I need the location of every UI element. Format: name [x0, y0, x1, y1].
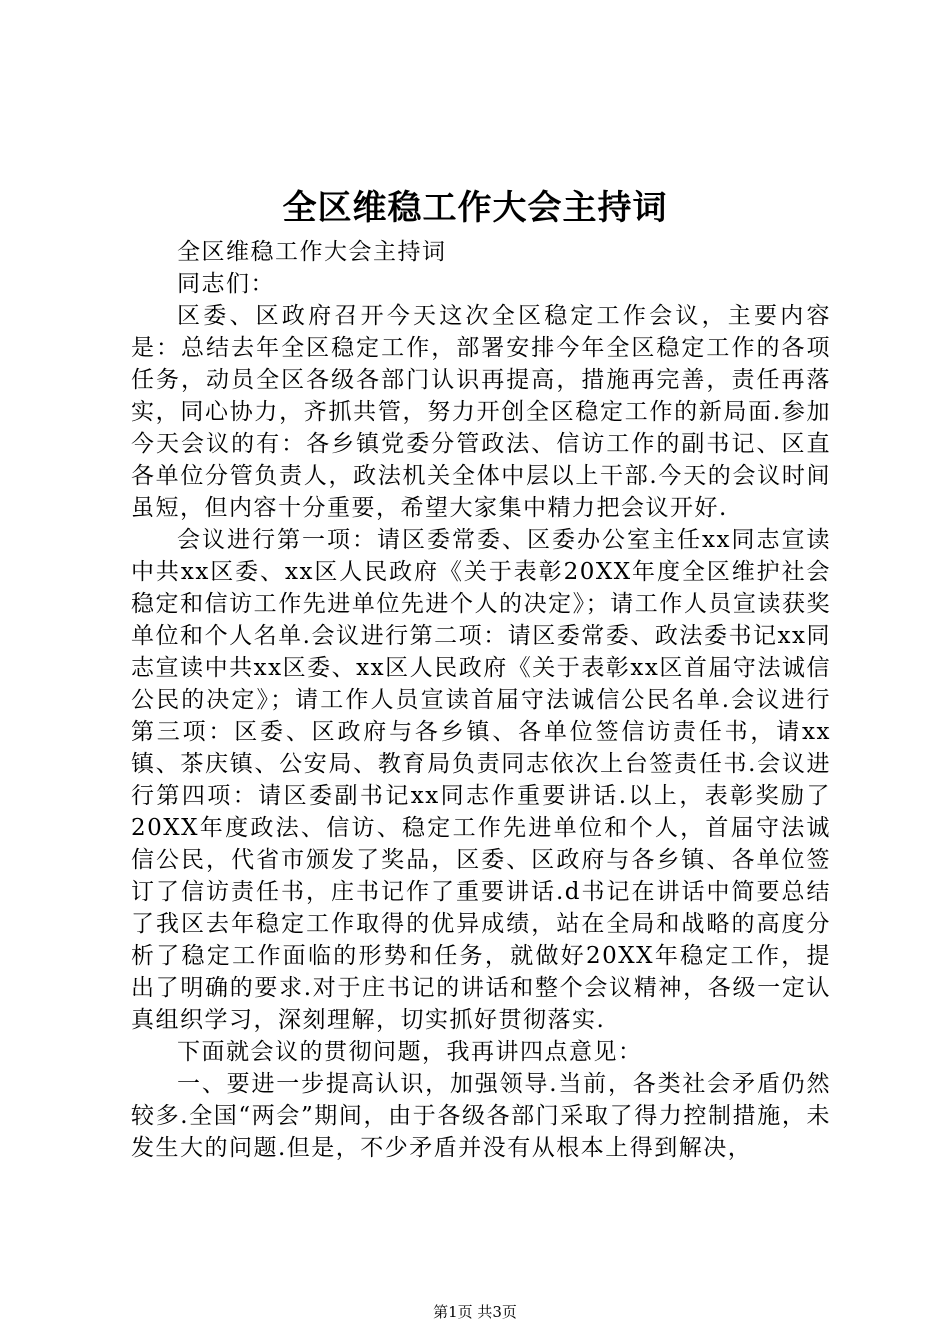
- body-paragraph-subtitle: 全区维稳工作大会主持词: [177, 239, 447, 265]
- page-footer: 第1页 共3页: [433, 1303, 517, 1321]
- document-body: [131, 236, 831, 1164]
- body-paragraph-agenda: 会议进行第一项：请区委常委、区委办公室主任xx同志宣读中共xx区委、xx区人民政府《关于表彰20XX年度全区维护社会稳定和信访工作先进单位先进个人的决定》；请工作人员宣读获奖单位和个人名单.会议进行第二项：请区委常委、政法委书记xx同志宣读中共xx区委、xx区人民政府《关于表彰xx区首届守法诚信公民的决定》；请工作人员宣读首届守法诚信公民名单.会议进行第三项：区委、区政府与各乡镇、各单位签信访责任书，请xx镇、茶庆镇、公安局、教育局负责同志依次上台签责任书.会议进行第四项：请区委副书记xx同志作重要讲话.以上，表彰奖励了20XX年度政法、信访、稳定工作先进单位和个人，首届守法诚信公民，代省市颁发了奖品，区委、区政府与各乡镇、各单位签订了信访责任书，庄书记作了重要讲话.d书记在讲话中简要总结了我区去年稳定工作取得的优异成绩，站在全局和战略的高度分析了稳定工作面临的形势和任务，就做好20XX年稳定工作，提出了明确的要求.对于庄书记的讲话和整个会议精神，各级一定认真组织学习，深刻理解，切实抓好贯彻落实.: [131, 527, 831, 1033]
- document-title: 全区维稳工作大会主持词: [282, 188, 668, 228]
- body-paragraph-transition: 下面就会议的贯彻问题，我再讲四点意见：: [177, 1039, 643, 1065]
- body-paragraph-point-one: 一、要进一步提高认识，加强领导.当前，各类社会矛盾仍然较多.全国“两会”期间，由于各级各部门采取了得力控制措施，未发生大的问题.但是，不少矛盾并没有从根本上得到解决，: [131, 1071, 831, 1161]
- body-paragraph-salutation: 同志们：: [177, 271, 275, 297]
- body-paragraph-opening: 区委、区政府召开今天这次全区稳定工作会议，主要内容是：总结去年全区稳定工作，部署安排今年全区稳定工作的各项任务，动员全区各级各部门认识再提高，措施再完善，责任再落实，同心协力，齐抓共管，努力开创全区稳定工作的新局面.参加今天会议的有：各乡镇党委分管政法、信访工作的副书记、区直各单位分管负责人，政法机关全体中层以上干部.今天的会议时间虽短，但内容十分重要，希望大家集中精力把会议开好.: [131, 303, 831, 521]
